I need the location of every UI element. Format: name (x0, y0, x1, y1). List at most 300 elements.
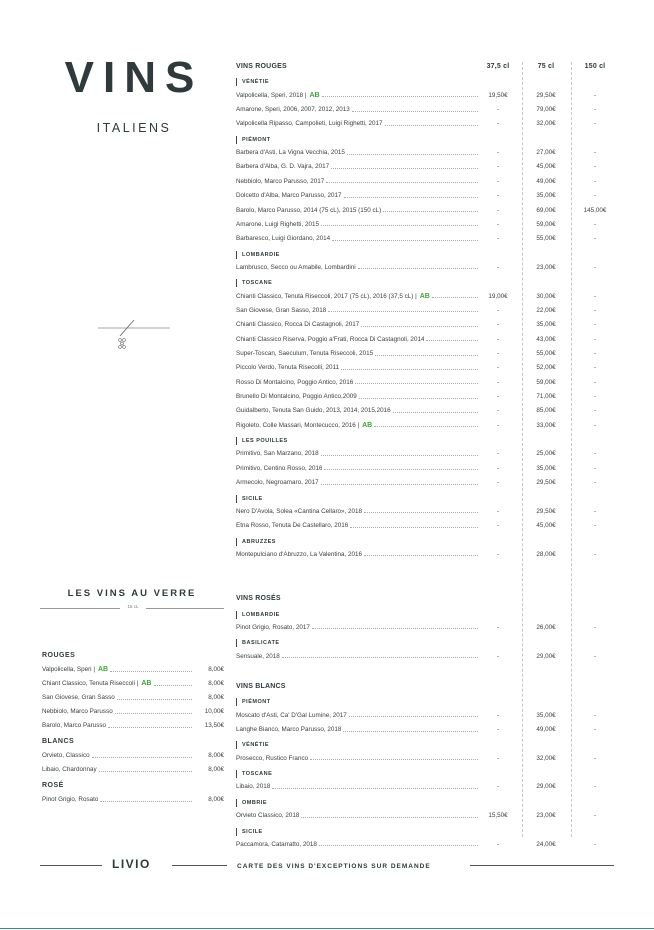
price-p375: - (496, 393, 500, 401)
price-p375: - (496, 206, 500, 214)
price-p375: - (496, 364, 500, 372)
price-p75: 29,50€ (536, 507, 556, 515)
price-p375: - (496, 350, 500, 357)
wine-name-text: Chianti Classico, Rocca Di Castagnoli, 2017 (236, 321, 360, 329)
glass-price: 8,00€ (208, 666, 224, 673)
price-p150: - (593, 812, 597, 820)
price-p150: - (593, 292, 597, 300)
column-header: 75 cl (537, 63, 555, 70)
wine-name-text: Pinot Grigio, Rosato, 2017 (236, 623, 310, 631)
wine-name (236, 783, 270, 790)
price-p75: 35,00€ (536, 464, 556, 472)
organic-ab-icon: AB (97, 666, 109, 673)
wine-name (42, 722, 106, 729)
wine-name-text: Paccamora, Catarratto, 2018 (236, 840, 317, 848)
wine-name (236, 726, 341, 733)
leader-dots (100, 801, 192, 802)
price-p150: - (593, 306, 597, 314)
price-p150: - (593, 335, 597, 343)
wine-row (236, 712, 480, 719)
leader-dots (375, 355, 478, 356)
price-p75: 43,00€ (536, 335, 556, 343)
wine-name (236, 207, 381, 214)
wine-name (236, 178, 324, 185)
organic-ab-icon: AB (362, 421, 373, 429)
price-p375: - (496, 407, 500, 415)
wine-name-text: Nebbiolo, Marco Parusso, 2017 (236, 177, 325, 185)
leader-dots (393, 412, 478, 413)
leader-dots (99, 771, 192, 772)
price-p150: - (593, 783, 597, 791)
wine-row (236, 812, 480, 819)
region-heading: OMBRIE (236, 799, 267, 807)
wine-row (236, 407, 480, 414)
leader-dots (272, 788, 478, 789)
price-p75: 23,00€ (536, 812, 556, 820)
region-heading: TOSCANE (236, 279, 272, 287)
price-p375: - (496, 479, 500, 487)
wine-name-text: San Giovese, Gran Sasso, 2018 (236, 306, 327, 314)
wine-name (236, 106, 350, 113)
wine-row (236, 422, 480, 429)
price-p75: 49,00€ (536, 726, 556, 734)
wine-row (236, 149, 480, 156)
price-p75: 55,00€ (536, 235, 556, 243)
leader-dots (312, 628, 478, 629)
price-p75: 52,00€ (536, 364, 556, 372)
price-p375: - (496, 783, 500, 791)
wine-name-text: Super-Toscan, Saeculum, Tenuta Riseccoli, 2015 (236, 350, 374, 357)
leader-dots (385, 125, 478, 126)
leader-dots (117, 699, 192, 700)
leader-dots (349, 716, 478, 717)
leader-dots (364, 512, 478, 513)
price-p375: 19,00€ (488, 292, 508, 300)
wine-name-text: Lambrusco, Secco ou Amabile, Lombardini (236, 263, 356, 271)
wine-name (236, 350, 373, 357)
region-heading: ABRUZZES (236, 538, 276, 546)
wine-name-text: Chianti Classico Riserva, Poggio a'Frati, Rocca Di Castagnoli, 2014 (236, 335, 425, 343)
wine-name-text: Barolo, Marco Parusso (42, 722, 107, 729)
glass-wine-row (42, 766, 194, 773)
price-p375: - (496, 177, 500, 185)
wine-name (236, 221, 319, 228)
price-p75: 59,00€ (536, 220, 556, 228)
wine-row (236, 350, 480, 357)
wine-name (236, 624, 310, 631)
price-p150: - (593, 522, 597, 530)
price-p75: 27,00€ (536, 149, 556, 157)
leader-dots (355, 383, 478, 384)
section-heading: VINS BLANCS (236, 683, 286, 690)
wine-name-text: Chianti Classico, Tenuta Riseccoli, 2017 (75 cL), 2016 (37,5 cL) | (236, 292, 417, 300)
wine-name-text: Brunello Di Montalcino, Poggio Antico,2009 (236, 393, 357, 401)
leader-dots (350, 527, 478, 528)
organic-ab-icon: AB (141, 680, 152, 687)
leader-dots (310, 759, 478, 760)
wine-row (236, 551, 480, 558)
price-p75: 35,00€ (536, 711, 556, 719)
price-p150: - (593, 711, 597, 719)
glass-price: 8,00€ (208, 766, 224, 773)
organic-ab-icon: AB (419, 292, 430, 300)
wine-name-text: Primitivo, Centino Rosso, 2016 (236, 464, 323, 472)
price-p375: - (496, 120, 500, 128)
glass-price: 8,00€ (208, 680, 224, 687)
price-p75: 33,00€ (536, 421, 556, 429)
wine-name-text: Libaio, 2018 (236, 783, 271, 791)
leader-dots (301, 817, 478, 818)
wine-name (236, 653, 280, 660)
wine-name-text: Dolcetto d'Alba, Marco Parusso, 2017 (236, 192, 342, 200)
glass-category: BLANCS (42, 738, 75, 745)
wine-name-text: Etna Rosso, Tenuta De Castellaro, 2016 (236, 522, 349, 530)
wine-name (236, 479, 319, 486)
wine-name (42, 694, 115, 701)
price-p375: - (496, 754, 500, 762)
glass-price: 8,00€ (208, 694, 224, 701)
glass-wine-row (42, 796, 194, 803)
wine-name (236, 321, 359, 328)
wine-name-text: Prosecco, Rustico Franco (236, 754, 309, 762)
wine-name-text: Barbera d'Asti, La Vigna Vecchia, 2015 (236, 149, 345, 157)
glass-wine-row (42, 722, 194, 729)
glass-wine-row (42, 680, 194, 687)
wine-row (236, 336, 480, 343)
wine-name (236, 364, 339, 371)
leader-dots (374, 426, 478, 427)
wine-name (236, 149, 345, 156)
wine-name-text: Armecolo, Negroamaro, 2017 (236, 479, 319, 487)
wine-name-text: Valpolicella, Speri, 2018 | (236, 91, 307, 99)
price-p375: 15,50€ (488, 812, 508, 820)
price-p150: - (593, 163, 597, 171)
wine-name-text: Libaio, Chardonnay (42, 766, 97, 773)
wine-name (236, 407, 391, 414)
wine-name (236, 336, 424, 343)
price-p150: - (593, 623, 597, 631)
wine-name-text: Rigoleto, Colle Massari, Montecucco, 2016 | (236, 421, 360, 429)
wine-name (42, 666, 108, 673)
leader-dots (364, 555, 478, 556)
wine-row (236, 364, 480, 371)
wine-name-text: Langhe Bianco, Marco Parusso, 2018 (236, 726, 342, 734)
wine-name-text: Orvieto Classico, 2018 (236, 812, 300, 820)
glass-wine-row (42, 708, 194, 715)
wine-name (236, 92, 320, 99)
leader-dots (154, 685, 193, 686)
wine-row (236, 726, 480, 733)
price-p150: - (593, 364, 597, 372)
wine-row (236, 92, 480, 99)
price-p75: 85,00€ (536, 407, 556, 415)
region-heading: TOSCANE (236, 770, 272, 778)
price-p375: - (496, 507, 500, 515)
price-p75: 25,00€ (536, 450, 556, 458)
price-p375: - (496, 464, 500, 472)
wine-name (236, 422, 372, 429)
wine-name (236, 450, 319, 457)
price-p75: 32,00€ (536, 120, 556, 128)
region-heading: VÉNÉTIE (236, 78, 269, 86)
wine-name (236, 465, 322, 472)
wine-name-text: Amarone, Speri, 2006, 2007, 2012, 2013 (236, 106, 350, 114)
wine-name-text: Rosso Di Montalcino, Poggio Antico, 2016 (236, 378, 354, 386)
wine-name (236, 393, 357, 400)
price-p375: - (496, 840, 500, 848)
price-p75: 29,00€ (536, 652, 556, 660)
price-p375: - (496, 106, 500, 114)
section-heading: VINS ROSÉS (236, 595, 281, 603)
wine-name (42, 752, 90, 759)
leader-dots (92, 757, 192, 758)
price-p150: - (593, 177, 597, 185)
wine-name (236, 163, 329, 170)
leader-dots (331, 168, 478, 169)
price-p75: 35,00€ (536, 321, 556, 329)
glass-wine-row (42, 752, 194, 759)
price-p75: 45,00€ (536, 163, 556, 171)
price-p150: - (593, 407, 597, 415)
organic-ab-icon: AB (309, 91, 320, 99)
glass-title: LES VINS AU VERRE (67, 588, 197, 599)
leader-dots (110, 671, 192, 672)
leader-dots (352, 111, 478, 112)
leader-dots (358, 268, 478, 269)
price-p375: - (496, 235, 500, 243)
wine-name-text: Montepulciano d'Abruzzo, La Valentina, 2016 (236, 550, 363, 558)
price-p150: - (593, 378, 597, 386)
price-p75: 69,00€ (536, 206, 556, 214)
wine-row (236, 163, 480, 170)
price-p375: - (496, 263, 500, 271)
wine-name-text: Sensuale, 2018 (236, 652, 280, 660)
wine-row (236, 120, 480, 127)
wine-name (42, 708, 113, 715)
wine-name (236, 235, 330, 242)
price-p75: 71,00€ (536, 393, 556, 401)
wine-glass-logo-icon (98, 318, 170, 354)
region-heading: PIÉMONT (236, 698, 271, 706)
price-p375: - (496, 220, 500, 228)
wine-row (236, 379, 480, 386)
price-p150: - (593, 149, 597, 157)
wine-name-text: Barbaresco, Luigi Giordano, 2014 (236, 235, 331, 243)
page-subtitle: ITALIENS (96, 121, 172, 135)
price-p150: 145,00€ (583, 206, 607, 214)
page-title: VINS (64, 53, 204, 102)
price-p75: 24,00€ (536, 840, 556, 848)
leader-dots (361, 326, 478, 327)
leader-dots (328, 311, 478, 312)
wine-name-text: Primitivo, San Marzano, 2018 (236, 450, 319, 458)
wine-name-text: San Giovese, Gran Sasso (42, 694, 115, 701)
price-p150: - (593, 450, 597, 458)
price-p75: 22,00€ (536, 306, 556, 314)
wine-name-text: Chiant Classico, Tenuta Riseccoli | (42, 680, 139, 687)
wine-name-text: Piccolo Verdo, Tenuta Risecolli, 2011 (236, 364, 340, 372)
wine-row (236, 755, 480, 762)
price-p150: - (593, 652, 597, 660)
price-p150: - (593, 479, 597, 487)
price-p150: - (593, 192, 597, 200)
wine-row (236, 841, 480, 848)
price-p375: - (496, 335, 500, 343)
price-p150: - (593, 91, 597, 99)
price-p375: - (496, 149, 500, 157)
wine-name (42, 796, 98, 803)
region-heading: LES POUILLES (236, 437, 288, 445)
wine-name-text: Nebbiolo, Marco Parusso (42, 708, 113, 715)
leader-dots (359, 398, 478, 399)
price-p150: - (593, 106, 597, 114)
glass-volume: 15 cL (127, 604, 139, 609)
price-p375: - (496, 378, 500, 386)
leader-dots (321, 225, 478, 226)
column-header: 37,5 cl (486, 63, 510, 70)
glass-price: 8,00€ (208, 796, 224, 803)
region-heading: LOMBARDIE (236, 251, 280, 259)
price-p75: 55,00€ (536, 350, 556, 357)
wine-name (236, 508, 362, 515)
price-p75: 32,00€ (536, 754, 556, 762)
price-p150: - (593, 220, 597, 228)
wine-row (236, 221, 480, 228)
region-heading: BASILICATE (236, 639, 280, 647)
price-p75: 29,50€ (536, 479, 556, 487)
glass-price: 13,50€ (204, 722, 224, 729)
wine-name-text: Orvieto, Classico (42, 752, 90, 759)
wine-row (236, 479, 480, 486)
price-p150: - (593, 840, 597, 848)
wine-name (236, 379, 353, 386)
column-header: 150 cl (584, 63, 606, 70)
wine-row (236, 207, 480, 214)
glass-subtitle (40, 604, 224, 612)
price-p150: - (593, 321, 597, 329)
wine-name-text: Valpolicella Ripasso, Campolieti, Luigi Righetti, 2017 (236, 120, 383, 128)
price-p75: 23,00€ (536, 263, 556, 271)
wine-name-text: Barbera d'Alba, G. D. Vajra, 2017 (236, 163, 330, 171)
price-p150: - (593, 754, 597, 762)
leader-dots (341, 369, 478, 370)
wine-row (236, 393, 480, 400)
wine-name (42, 680, 152, 687)
price-p375: - (496, 192, 500, 200)
wine-name (236, 120, 383, 127)
price-p75: 49,00€ (536, 177, 556, 185)
wine-name (236, 192, 342, 199)
price-p75: 59,00€ (536, 378, 556, 386)
price-p375: - (496, 306, 500, 314)
wine-row (236, 307, 480, 314)
wine-row (236, 321, 480, 328)
wine-name-text: Pinot Grigio, Rosato (42, 796, 99, 803)
wine-row (236, 450, 480, 457)
price-p75: 35,00€ (536, 192, 556, 200)
wine-name (236, 812, 299, 819)
price-p75: 79,00€ (536, 106, 556, 114)
region-heading: PIÉMONT (236, 136, 271, 144)
price-p375: - (496, 421, 500, 429)
price-p75: 29,50€ (536, 91, 556, 99)
footer-rule (470, 865, 614, 866)
wine-row (236, 192, 480, 199)
wine-row (236, 508, 480, 515)
footer-rule (40, 865, 102, 866)
price-p150: - (593, 726, 597, 734)
footer-rule (172, 865, 227, 866)
price-p375: - (496, 522, 500, 530)
wine-row (236, 783, 480, 790)
price-p375: - (496, 550, 500, 558)
glass-price: 8,00€ (208, 752, 224, 759)
price-p375: - (496, 726, 500, 734)
wine-row (236, 264, 480, 271)
price-p150: - (593, 263, 597, 271)
wine-name (236, 307, 326, 314)
price-p375: - (496, 450, 500, 458)
leader-dots (321, 455, 478, 456)
price-p150: - (593, 507, 597, 515)
leader-dots (108, 727, 192, 728)
wine-row (236, 106, 480, 113)
wine-name-text: Barolo, Marco Parusso, 2014 (75 cL), 2015 (150 cL) (236, 206, 382, 214)
leader-dots (319, 845, 478, 846)
price-p375: - (496, 652, 500, 660)
price-p375: - (496, 623, 500, 631)
wine-row (236, 465, 480, 472)
page-bottom-rule (0, 928, 654, 929)
price-p75: 45,00€ (536, 522, 556, 530)
region-heading: SICILE (236, 828, 263, 836)
wine-name-text: Guidalberto, Tenuta San Guido, 2013, 2014, 2015,2016 (236, 407, 391, 415)
price-p150: - (593, 393, 597, 401)
leader-dots (321, 484, 478, 485)
wine-row (236, 178, 480, 185)
leader-dots (282, 657, 478, 658)
footer-tagline: CARTE DES VINS D'EXCEPTIONS SUR DEMANDE (237, 863, 431, 870)
wine-name-text: Valpolicella, Speri | (42, 666, 95, 673)
wine-name-text: Moscato d'Asti, Ca' D'Gal Lumine, 2017 (236, 711, 347, 719)
price-p75: 29,00€ (536, 783, 556, 791)
price-p75: 28,00€ (536, 550, 556, 558)
glass-price: 10,00€ (204, 708, 224, 715)
glass-wine-row (42, 666, 194, 673)
price-p150: - (593, 464, 597, 472)
price-p150: - (593, 550, 597, 558)
price-p75: 26,00€ (536, 623, 556, 631)
wine-row (236, 235, 480, 242)
price-p150: - (593, 421, 597, 429)
glass-category: ROSÉ (42, 782, 64, 789)
region-heading: LOMBARDIE (236, 611, 280, 619)
wine-name (236, 293, 430, 300)
price-p375: - (496, 711, 500, 719)
wine-row (236, 293, 480, 300)
price-p150: - (593, 235, 597, 243)
leader-dots (322, 96, 478, 97)
leader-dots (115, 713, 192, 714)
leader-dots (344, 197, 478, 198)
wine-name-text: Amarone, Luigi Righetti, 2015 (236, 220, 319, 228)
leader-dots (347, 154, 478, 155)
wine-name (236, 841, 317, 848)
price-p375: 19,50€ (488, 91, 508, 99)
glass-category: ROUGES (42, 652, 76, 659)
wine-name (236, 551, 362, 558)
leader-dots (432, 297, 478, 298)
